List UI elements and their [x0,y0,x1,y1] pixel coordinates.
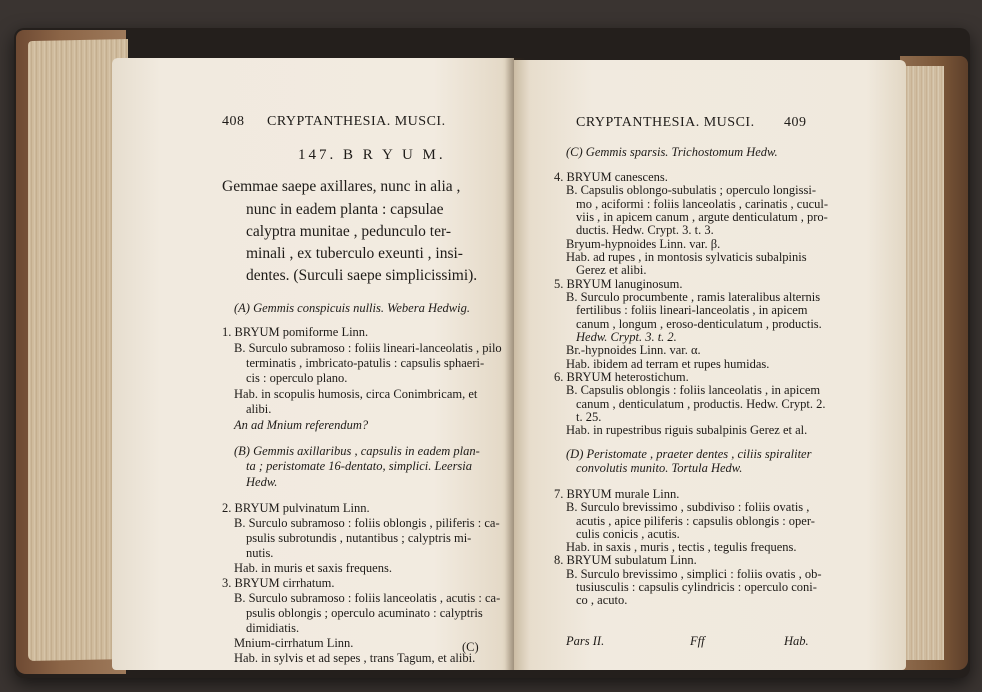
description-line: calyptra munitae , pedunculo ter- [246,223,451,240]
left-page-number: 408 [222,114,245,129]
text-line: canum , denticulatum , productis. Hedw. Crypt. 2. [576,397,826,411]
text-line: B. Surculo brevissimo , simplici : foliis ovatis , ob- [566,567,822,581]
text-line: Gerez et alibi. [576,263,647,277]
species-entry: 2. BRYUM pulvinatum Linn. [222,501,370,515]
catchword: (C) [462,640,479,654]
species-entry: 1. BRYUM pomiforme Linn. [222,325,369,339]
right-page [514,60,906,670]
text-line: B. Surculo brevissimo , subdiviso : foliis ovatis , [566,500,810,514]
text-line: acutis , apice piliferis : capsulis oblongis : oper- [576,514,815,528]
species-entry: 4. BRYUM canescens. [554,170,668,184]
catchword: Hab. [784,634,809,648]
description-line: Gemmae saepe axillares, nunc in alia , [222,178,461,195]
habitat-line: Hab. in scopulis humosis, circa Conimbricam, et [234,387,478,401]
text-line: B. Surculo subramoso : foliis lanceolatis , acutis : ca- [234,591,501,605]
species-entry: 3. BRYUM cirrhatum. [222,576,335,590]
text-line: psulis subrotundis , nutantibus ; calyptris mi- [246,531,472,545]
right-running-head: CRYPTANTHESIA. MUSCI. [576,115,755,130]
text-line: Bryum-hypnoides Linn. var. β. [566,237,721,251]
text-line: fertilibus : foliis lineari-lanceolatis , in apicem [576,303,808,317]
text-line: Hedw. Crypt. 3. t. 2. [576,330,677,344]
species-entry: 5. BRYUM lanuginosum. [554,277,683,291]
text-line: Br.-hypnoides Linn. var. α. [566,343,701,357]
description-line: dentes. (Surculi saepe simplicissimi). [246,267,478,284]
section-heading: (B) Gemmis axillaribus , capsulis in eadem plan- [234,444,480,458]
text-line: viis , in apicem canum , argute denticulatum , pro- [576,210,828,224]
text-line: cis : operculo plano. [246,371,348,385]
description-line: minali , ex tuberculo exeunti , insi- [246,245,463,262]
section-heading: (D) Peristomate , praeter dentes , ciliis spiraliter [566,447,812,461]
footer-part: Pars II. [566,634,605,648]
text-line: Hedw. [246,475,278,489]
species-entry: 8. BRYUM subulatum Linn. [554,553,697,567]
right-page-edges [900,66,944,660]
text-line: nutis. [246,546,274,560]
text-line: co , acuto. [576,593,628,607]
text-line: t. 25. [576,410,602,424]
text-line: dimidiatis. [246,621,300,635]
text-line: An ad Mnium referendum? [234,418,369,432]
habitat-line: Hab. in saxis , muris , tectis , tegulis frequens. [566,540,797,554]
text-line: alibi. [246,402,272,416]
habitat-line: Hab. ad rupes , in montosis sylvaticis subalpinis [566,250,807,264]
text-line: culis conicis , acutis. [576,527,680,541]
text-line: mo , aciformi : foliis lanceolatis , carinatis , cucul- [576,197,829,211]
genus-heading: 147. B R Y U M. [298,147,446,163]
text-line: Mnium-cirrhatum Linn. [234,636,354,650]
text-line: ductis. Hedw. Crypt. 3. t. 3. [576,223,714,237]
species-entry: 7. BRYUM murale Linn. [554,487,680,501]
section-heading: (C) Gemmis sparsis. Trichostomum Hedw. [566,145,778,159]
text-line: B. Surculo procumbente , ramis lateralibus alternis [566,290,821,304]
right-page-number: 409 [784,115,807,130]
habitat-line: Hab. ibidem ad terram et rupes humidas. [566,357,770,371]
left-running-head: CRYPTANTHESIA. MUSCI. [267,114,446,129]
text-line: canum , longum , eroso-denticulatum , productis. [576,317,822,331]
text-line: B. Surculo subramoso : foliis lineari-lanceolatis , pilo [234,341,502,355]
text-line: ta ; peristomate 16-dentato, simplici. Leersia [246,459,473,473]
text-line: convolutis munito. Tortula Hedw. [576,461,743,475]
habitat-line: Hab. in rupestribus riguis subalpinis Gerez et al. [566,423,808,437]
habitat-line: Hab. in muris et saxis frequens. [234,561,392,575]
description-line: nunc in eadem planta : capsulae [246,201,444,218]
text-line: B. Capsulis oblongis : foliis lanceolatis , in apicem [566,383,821,397]
text-line: B. Capsulis oblongo-subulatis ; operculo longissi- [566,183,816,197]
text-line: terminatis , imbricato-patulis : capsulis sphaeri- [246,356,485,370]
species-entry: 6. BRYUM heterostichum. [554,370,689,384]
text-line: tusiusculis : capsulis cylindricis : operculo coni- [576,580,817,594]
text-line: B. Surculo subramoso : foliis oblongis , piliferis : ca- [234,516,500,530]
habitat-line: Hab. in sylvis et ad sepes , trans Tagum, et alibi. [234,651,476,665]
text-line: psulis oblongis ; operculo acuminato : calyptris [246,606,483,620]
left-page [112,58,514,670]
signature-mark: Fff [690,634,705,648]
section-heading: (A) Gemmis conspicuis nullis. Webera Hedwig. [234,301,470,315]
